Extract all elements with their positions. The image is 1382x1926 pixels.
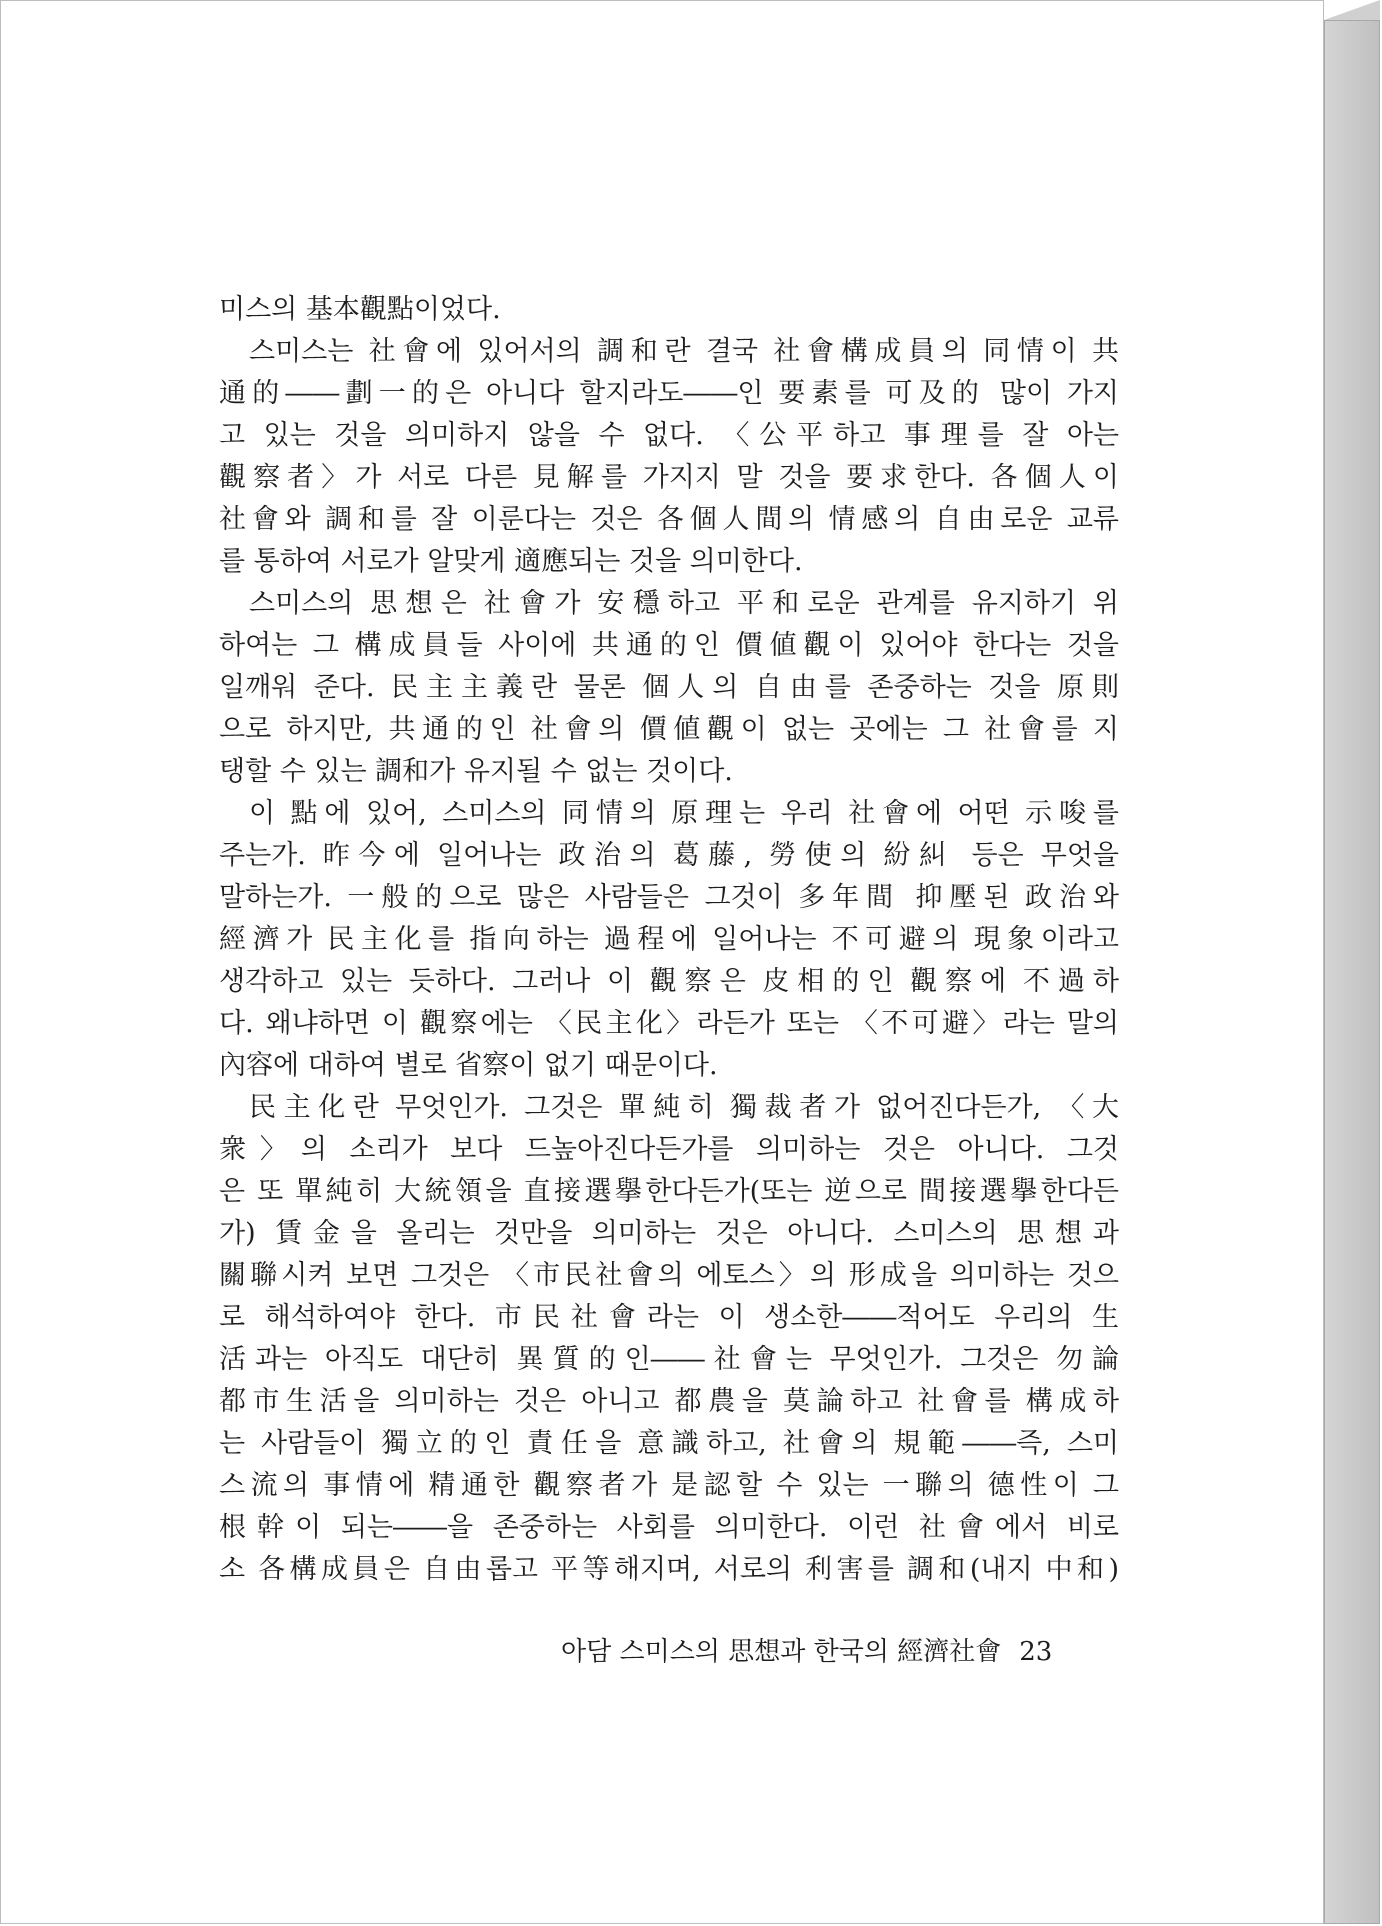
text-line: 는 사람들이 獨立的인 責任을 意識하고, 社會의 規範――즉, 스미 [219,1428,1119,1459]
page-stack-side-edge [1324,20,1380,1924]
text-line: 通的――劃一的은 아니다 할지라도――인 要素를 可及的 많이 가지 [219,378,1119,409]
page-stack-top-edge [1324,0,1380,20]
text-line: 가) 賃金을 올리는 것만을 의미하는 것은 아니다. 스미스의 思想과 [219,1218,1119,1249]
text-line: 民主化란 무엇인가. 그것은 單純히 獨裁者가 없어진다든가, 〈大 [249,1092,1119,1123]
text-line: 으로 하지만, 共通的인 社會의 價値觀이 없는 곳에는 그 社會를 지 [219,714,1119,745]
text-line: 觀察者〉가 서로 다른 見解를 가지지 말 것을 要求한다. 各個人이 [219,462,1119,493]
page-number: 23 [1019,1637,1053,1667]
text-line: 이 點에 있어, 스미스의 同情의 原理는 우리 社會에 어떤 示唆를 [249,798,1119,829]
text-line: 根幹이 되는――을 존중하는 사회를 의미한다. 이런 社會에서 비로 [219,1512,1119,1543]
text-line: 스流의 事情에 精通한 觀察者가 是認할 수 있는 一聯의 德性이 그 [219,1470,1119,1501]
text-line: 衆〉의 소리가 보다 드높아진다든가를 의미하는 것은 아니다. 그것 [219,1134,1119,1165]
text-line: 經濟가 民主化를 指向하는 過程에 일어나는 不可避의 現象이라고 [219,924,1119,955]
text-line: 하여는 그 構成員들 사이에 共通的인 價値觀이 있어야 한다는 것을 [219,630,1119,661]
text-line: 다. 왜냐하면 이 觀察에는 〈民主化〉라든가 또는 〈不可避〉라는 말의 [219,1008,1119,1039]
footer-title: 아담 스미스의 思想과 한국의 經濟社會 [561,1637,1002,1667]
text-line: 주는가. 昨今에 일어나는 政治의 葛藤, 勞使의 紛糾 등은 무엇을 [219,840,1119,871]
text-line: 스미스의 思想은 社會가 安穩하고 平和로운 관계를 유지하기 위 [249,588,1119,619]
text-line: 社會와 調和를 잘 이룬다는 것은 各個人間의 情感의 自由로운 교류 [219,504,1119,535]
text-line: 미스의 基本觀點이었다. [219,294,501,325]
text-line: 로 해석하여야 한다. 市民社會라는 이 생소한――적어도 우리의 生 [219,1302,1119,1333]
text-line: 탱할 수 있는 調和가 유지될 수 없는 것이다. [219,756,733,787]
text-line: 內容에 대하여 별로 省察이 없기 때문이다. [219,1050,718,1081]
body-text [219,289,1119,1591]
text-line: 말하는가. 一般的으로 많은 사람들은 그것이 多年間 抑壓된 政治와 [219,882,1119,913]
running-footer [561,1631,1081,1668]
text-line: 고 있는 것을 의미하지 않을 수 없다. 〈公平하고 事理를 잘 아는 [219,420,1119,451]
text-line: 일깨워 준다. 民主主義란 물론 個人의 自由를 존중하는 것을 原則 [219,672,1119,703]
text-line: 스미스는 社會에 있어서의 調和란 결국 社會構成員의 同情이 共 [249,336,1119,367]
text-line: 活과는 아직도 대단히 異質的인――社會는 무엇인가. 그것은 勿論 [219,1344,1119,1375]
text-line: 생각하고 있는 듯하다. 그러나 이 觀察은 皮相的인 觀察에 不過하 [219,966,1119,997]
text-line: 都市生活을 의미하는 것은 아니고 都農을 莫論하고 社會를 構成하 [219,1386,1119,1417]
text-line: 소 各構成員은 自由롭고 平等해지며, 서로의 利害를 調和(내지 中和) [219,1554,1119,1585]
text-line: 은 또 單純히 大統領을 直接選擧한다든가(또는 逆으로 間接選擧한다든 [219,1176,1119,1207]
text-line: 關聯시켜 보면 그것은 〈市民社會의 에토스〉의 形成을 의미하는 것으 [219,1260,1119,1291]
text-line: 를 통하여 서로가 알맞게 適應되는 것을 의미한다. [219,546,803,577]
